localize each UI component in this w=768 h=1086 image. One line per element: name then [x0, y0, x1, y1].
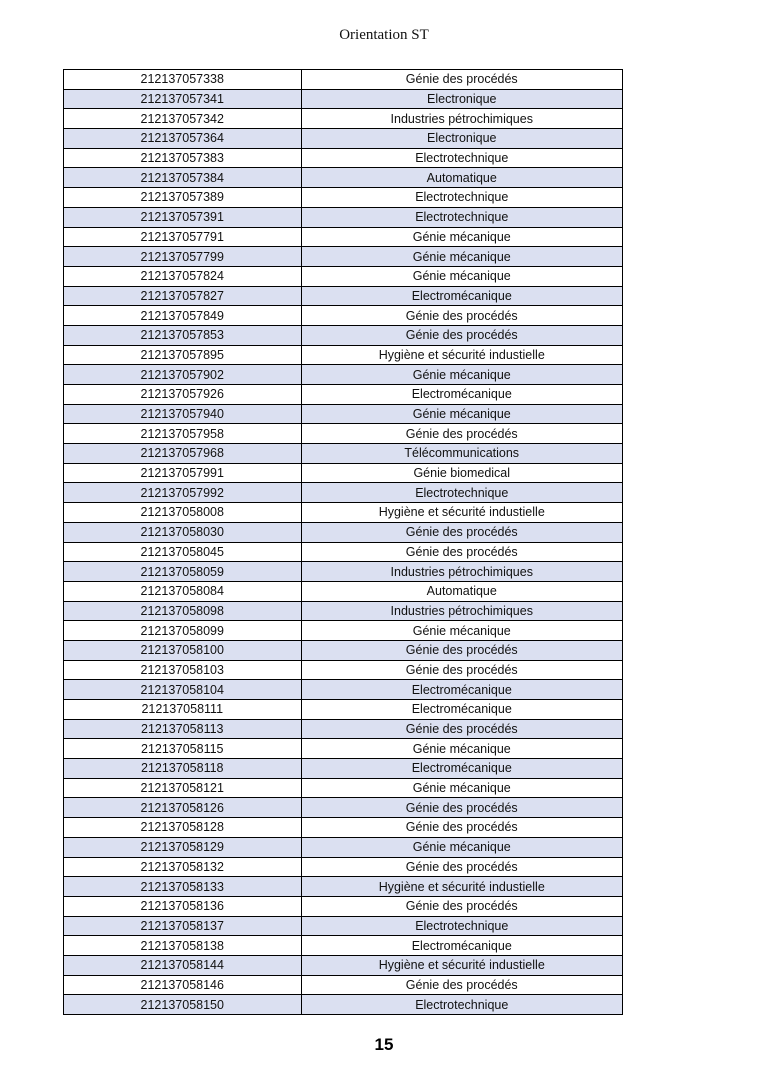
- student-id-cell: 212137057992: [64, 483, 302, 503]
- specialty-cell: Génie mécanique: [301, 837, 623, 857]
- student-id-cell: 212137058138: [64, 936, 302, 956]
- specialty-cell: Electromécanique: [301, 286, 623, 306]
- specialty-cell: Génie des procédés: [301, 325, 623, 345]
- table-body: [64, 70, 623, 1015]
- specialty-cell: Génie mécanique: [301, 266, 623, 286]
- student-id-cell: 212137057341: [64, 89, 302, 109]
- specialty-cell: Electrotechnique: [301, 916, 623, 936]
- student-id-cell: 212137058008: [64, 503, 302, 523]
- table-row: [64, 936, 623, 956]
- student-id-cell: 212137057338: [64, 70, 302, 90]
- student-id-cell: 212137058133: [64, 877, 302, 897]
- student-id-cell: 212137058084: [64, 581, 302, 601]
- table-row: [64, 562, 623, 582]
- specialty-cell: Génie des procédés: [301, 975, 623, 995]
- student-id-cell: 212137057895: [64, 345, 302, 365]
- specialty-cell: Génie des procédés: [301, 818, 623, 838]
- student-id-cell: 212137057791: [64, 227, 302, 247]
- specialty-cell: Génie mécanique: [301, 778, 623, 798]
- specialty-cell: Génie des procédés: [301, 660, 623, 680]
- student-id-cell: 212137057991: [64, 463, 302, 483]
- specialty-cell: Electrotechnique: [301, 188, 623, 208]
- student-id-cell: 212137057902: [64, 365, 302, 385]
- student-id-cell: 212137058118: [64, 759, 302, 779]
- student-id-cell: 212137057364: [64, 129, 302, 149]
- table-row: [64, 89, 623, 109]
- table-row: [64, 286, 623, 306]
- specialty-cell: Génie des procédés: [301, 542, 623, 562]
- student-id-cell: 212137057853: [64, 325, 302, 345]
- table-row: [64, 424, 623, 444]
- student-id-cell: 212137057383: [64, 148, 302, 168]
- specialty-cell: Industries pétrochimiques: [301, 562, 623, 582]
- student-id-cell: 212137058115: [64, 739, 302, 759]
- specialty-cell: Electromécanique: [301, 700, 623, 720]
- table-row: [64, 129, 623, 149]
- specialty-cell: Génie mécanique: [301, 247, 623, 267]
- student-id-cell: 212137057391: [64, 207, 302, 227]
- specialty-cell: Electromécanique: [301, 936, 623, 956]
- table-row: [64, 857, 623, 877]
- student-id-cell: 212137057926: [64, 385, 302, 405]
- student-id-cell: 212137057824: [64, 266, 302, 286]
- specialty-cell: Génie mécanique: [301, 404, 623, 424]
- table-row: [64, 601, 623, 621]
- specialty-cell: Génie mécanique: [301, 621, 623, 641]
- student-id-cell: 212137057389: [64, 188, 302, 208]
- specialty-cell: Industries pétrochimiques: [301, 601, 623, 621]
- table-row: [64, 739, 623, 759]
- table-row: [64, 266, 623, 286]
- student-id-cell: 212137058121: [64, 778, 302, 798]
- specialty-cell: Hygiène et sécurité industielle: [301, 503, 623, 523]
- table-row: [64, 247, 623, 267]
- student-id-cell: 212137058104: [64, 680, 302, 700]
- specialty-cell: Hygiène et sécurité industielle: [301, 955, 623, 975]
- specialty-cell: Génie biomedical: [301, 463, 623, 483]
- specialty-cell: Génie des procédés: [301, 896, 623, 916]
- student-id-cell: 212137058129: [64, 837, 302, 857]
- page-number: 15: [374, 1035, 394, 1054]
- orientation-table: [63, 69, 623, 1015]
- specialty-cell: Génie des procédés: [301, 306, 623, 326]
- specialty-cell: Génie mécanique: [301, 227, 623, 247]
- student-id-cell: 212137058030: [64, 522, 302, 542]
- table-row: [64, 700, 623, 720]
- student-id-cell: 212137057940: [64, 404, 302, 424]
- table-row: [64, 148, 623, 168]
- table-row: [64, 778, 623, 798]
- specialty-cell: Génie mécanique: [301, 365, 623, 385]
- specialty-cell: Electromécanique: [301, 759, 623, 779]
- student-id-cell: 212137058126: [64, 798, 302, 818]
- specialty-cell: Génie des procédés: [301, 424, 623, 444]
- specialty-cell: Electronique: [301, 89, 623, 109]
- student-id-cell: 212137058144: [64, 955, 302, 975]
- table-row: [64, 975, 623, 995]
- table-row: [64, 444, 623, 464]
- student-id-cell: 212137058099: [64, 621, 302, 641]
- student-id-cell: 212137058098: [64, 601, 302, 621]
- specialty-cell: Télécommunications: [301, 444, 623, 464]
- table-row: [64, 227, 623, 247]
- student-id-cell: 212137057799: [64, 247, 302, 267]
- specialty-cell: Génie mécanique: [301, 739, 623, 759]
- specialty-cell: Electromécanique: [301, 385, 623, 405]
- specialty-cell: Electrotechnique: [301, 995, 623, 1015]
- table-row: [64, 188, 623, 208]
- table-row: [64, 916, 623, 936]
- student-id-cell: 212137057958: [64, 424, 302, 444]
- student-id-cell: 212137058128: [64, 818, 302, 838]
- table-row: [64, 503, 623, 523]
- specialty-cell: Automatique: [301, 581, 623, 601]
- table-row: [64, 759, 623, 779]
- specialty-cell: Automatique: [301, 168, 623, 188]
- page-header: Orientation ST: [339, 27, 429, 43]
- student-id-cell: 212137058146: [64, 975, 302, 995]
- specialty-cell: Génie des procédés: [301, 522, 623, 542]
- specialty-cell: Electromécanique: [301, 680, 623, 700]
- specialty-cell: Electronique: [301, 129, 623, 149]
- student-id-cell: 212137058137: [64, 916, 302, 936]
- student-id-cell: 212137058132: [64, 857, 302, 877]
- specialty-cell: Hygiène et sécurité industielle: [301, 877, 623, 897]
- table-row: [64, 70, 623, 90]
- student-id-cell: 212137058045: [64, 542, 302, 562]
- table-row: [64, 660, 623, 680]
- specialty-cell: Génie des procédés: [301, 640, 623, 660]
- student-id-cell: 212137057849: [64, 306, 302, 326]
- student-id-cell: 212137057342: [64, 109, 302, 129]
- specialty-cell: Génie des procédés: [301, 70, 623, 90]
- table-row: [64, 581, 623, 601]
- table-row: [64, 896, 623, 916]
- specialty-cell: Génie des procédés: [301, 798, 623, 818]
- table-row: [64, 168, 623, 188]
- table-row: [64, 207, 623, 227]
- table-row: [64, 837, 623, 857]
- specialty-cell: Hygiène et sécurité industielle: [301, 345, 623, 365]
- table-row: [64, 306, 623, 326]
- table-row: [64, 640, 623, 660]
- table-row: [64, 109, 623, 129]
- specialty-cell: Industries pétrochimiques: [301, 109, 623, 129]
- table-row: [64, 621, 623, 641]
- table-row: [64, 365, 623, 385]
- specialty-cell: Electrotechnique: [301, 483, 623, 503]
- table-row: [64, 818, 623, 838]
- specialty-cell: Génie des procédés: [301, 719, 623, 739]
- student-id-cell: 212137057968: [64, 444, 302, 464]
- table-row: [64, 483, 623, 503]
- table-row: [64, 404, 623, 424]
- student-id-cell: 212137057827: [64, 286, 302, 306]
- student-id-cell: 212137058100: [64, 640, 302, 660]
- table-row: [64, 542, 623, 562]
- specialty-cell: Génie des procédés: [301, 857, 623, 877]
- table-row: [64, 798, 623, 818]
- table-row: [64, 680, 623, 700]
- student-id-cell: 212137058059: [64, 562, 302, 582]
- specialty-cell: Electrotechnique: [301, 207, 623, 227]
- table-row: [64, 522, 623, 542]
- student-id-cell: 212137057384: [64, 168, 302, 188]
- table-row: [64, 955, 623, 975]
- student-id-cell: 212137058111: [64, 700, 302, 720]
- table-row: [64, 719, 623, 739]
- table-row: [64, 877, 623, 897]
- specialty-cell: Electrotechnique: [301, 148, 623, 168]
- table-row: [64, 325, 623, 345]
- table-row: [64, 385, 623, 405]
- student-id-cell: 212137058136: [64, 896, 302, 916]
- student-id-cell: 212137058113: [64, 719, 302, 739]
- table-row: [64, 995, 623, 1015]
- table-row: [64, 345, 623, 365]
- student-id-cell: 212137058150: [64, 995, 302, 1015]
- table-row: [64, 463, 623, 483]
- student-id-cell: 212137058103: [64, 660, 302, 680]
